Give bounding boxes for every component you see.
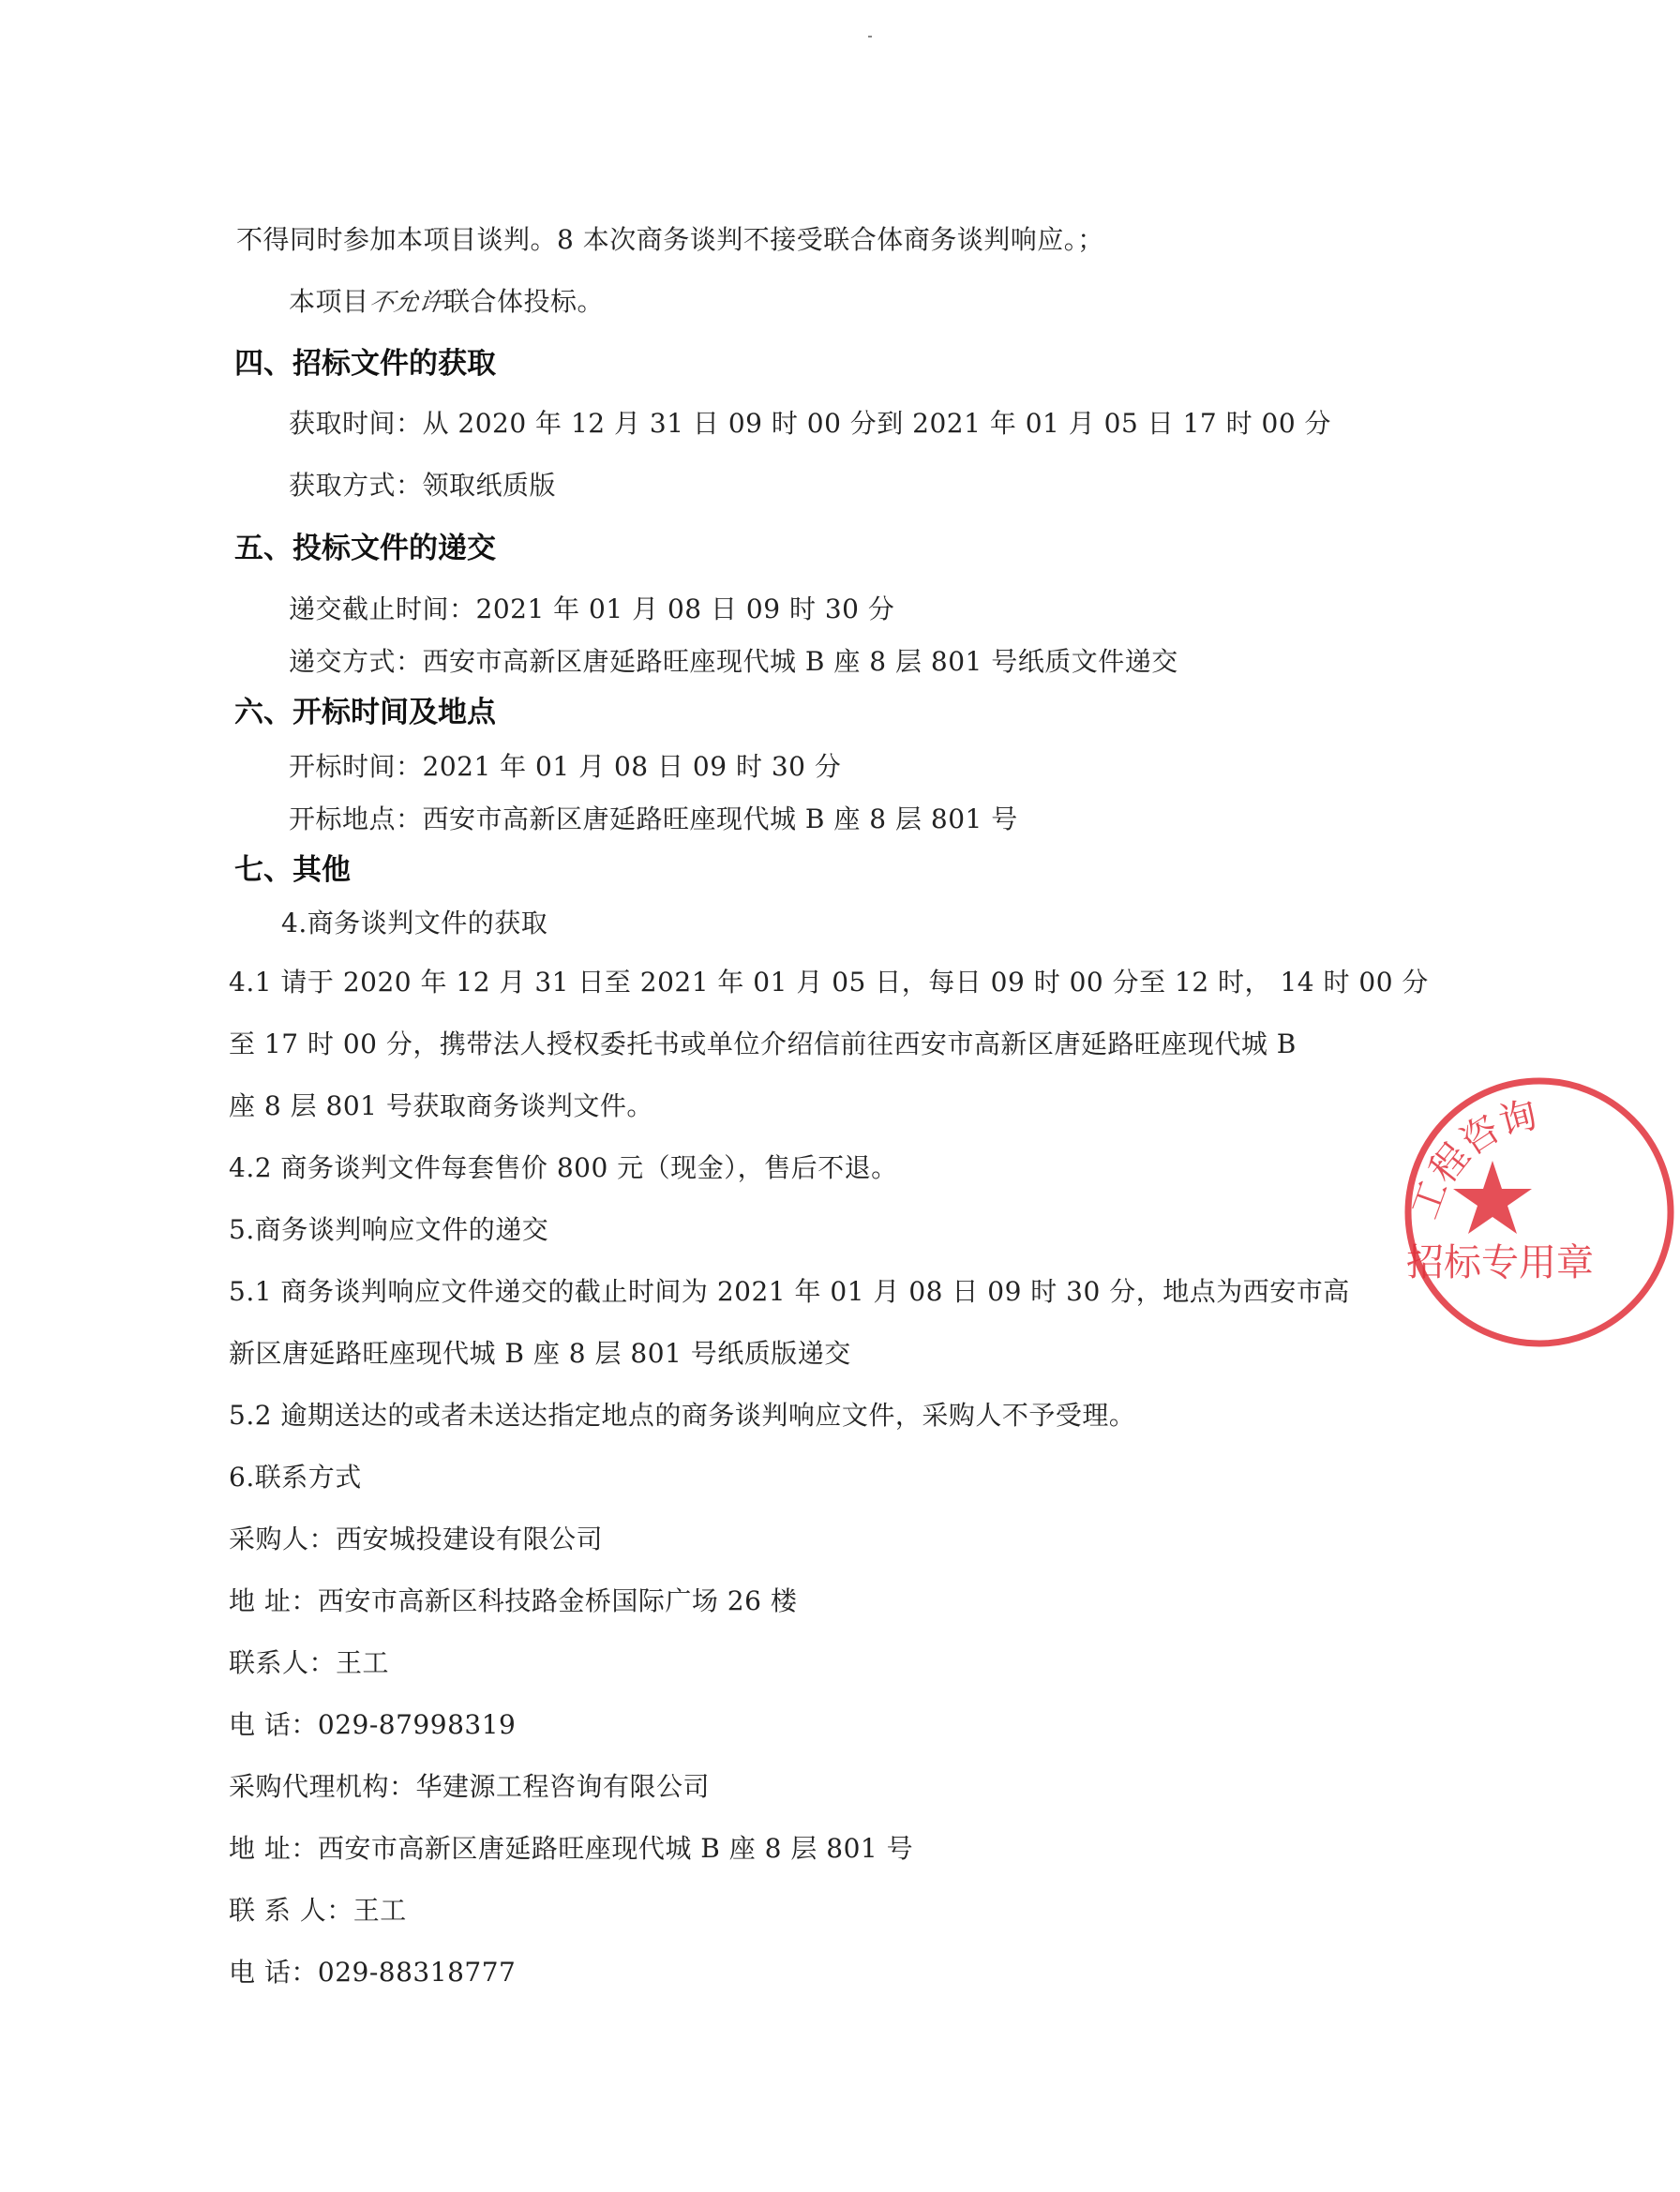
open-time-line: 开标时间：2021 年 01 月 08 日 09 时 30 分 <box>289 751 842 782</box>
text-prefix: 本项目 <box>289 286 369 317</box>
section-heading-4: 四、招标文件的获取 <box>234 347 496 381</box>
buyer-address: 地 址：西安市高新区科技路金桥国际广场 26 楼 <box>229 1585 798 1616</box>
paragraph-5-2: 5.2 逾期送达的或者未送达指定地点的商务谈判响应文件，采购人不予受理。 <box>229 1400 1136 1431</box>
agency-name: 采购代理机构：华建源工程咨询有限公司 <box>229 1771 711 1802</box>
subsection-5: 5.商务谈判响应文件的递交 <box>229 1214 549 1245</box>
section-heading-6: 六、开标时间及地点 <box>234 696 496 729</box>
agency-address: 地 址：西安市高新区唐延路旺座现代城 B 座 8 层 801 号 <box>229 1833 914 1864</box>
get-method-line: 获取方式：领取纸质版 <box>289 470 557 501</box>
paragraph-4-1-line-1: 4.1 请于 2020 年 12 月 31 日至 2021 年 01 月 05 日，每日 09 时 00 分至 12 时， 14 时 00 分 <box>229 967 1429 998</box>
buyer-contact: 联系人：王工 <box>229 1647 390 1678</box>
handwritten-text: 不允许 <box>367 289 446 317</box>
paragraph-5-1-line-1: 5.1 商务谈判响应文件递交的截止时间为 2021 年 01 月 08 日 09 时 30 分，地点为西安市高 <box>229 1276 1350 1307</box>
get-time-line: 获取时间：从 2020 年 12 月 31 日 09 时 00 分到 2021 年 01 月 05 日 17 时 00 分 <box>289 408 1332 439</box>
seal-top-text: 工程咨询 <box>1402 1092 1542 1224</box>
paragraph-line-handwritten-note <box>289 283 604 322</box>
paragraph-4-2: 4.2 商务谈判文件每套售价 800 元（现金），售后不退。 <box>229 1152 898 1183</box>
buyer-name: 采购人：西安城投建设有限公司 <box>229 1524 604 1554</box>
deadline-line: 递交截止时间：2021 年 01 月 08 日 09 时 30 分 <box>289 593 895 624</box>
submit-method-line: 递交方式：西安市高新区唐延路旺座现代城 B 座 8 层 801 号纸质文件递交 <box>289 646 1178 677</box>
seal-bottom-text: 招标专用章 <box>1406 1241 1594 1284</box>
open-place-line: 开标地点：西安市高新区唐延路旺座现代城 B 座 8 层 801 号 <box>289 803 1018 834</box>
paragraph-5-1-line-2: 新区唐延路旺座现代城 B 座 8 层 801 号纸质版递交 <box>229 1338 851 1369</box>
official-seal-stamp <box>1399 1058 1680 1367</box>
scan-speck <box>868 36 872 38</box>
agency-phone: 电 话：029-88318777 <box>229 1957 517 1988</box>
subsection-4: 4.商务谈判文件的获取 <box>281 908 548 938</box>
agency-contact: 联 系 人：王工 <box>229 1895 407 1926</box>
paragraph-line: 不得同时参加本项目谈判。8 本次商务谈判不接受联合体商务谈判响应。； <box>236 224 1104 255</box>
paragraph-4-1-line-3: 座 8 层 801 号获取商务谈判文件。 <box>229 1090 653 1121</box>
section-heading-7: 七、其他 <box>234 853 351 887</box>
text-suffix: 联合体投标。 <box>443 286 605 317</box>
paragraph-4-1-line-2: 至 17 时 00 分，携带法人授权委托书或单位介绍信前往西安市高新区唐延路旺座现代城 B <box>229 1028 1297 1059</box>
subsection-6: 6.联系方式 <box>229 1462 362 1493</box>
buyer-phone: 电 话：029-87998319 <box>229 1709 517 1740</box>
section-heading-5: 五、投标文件的递交 <box>234 532 496 565</box>
